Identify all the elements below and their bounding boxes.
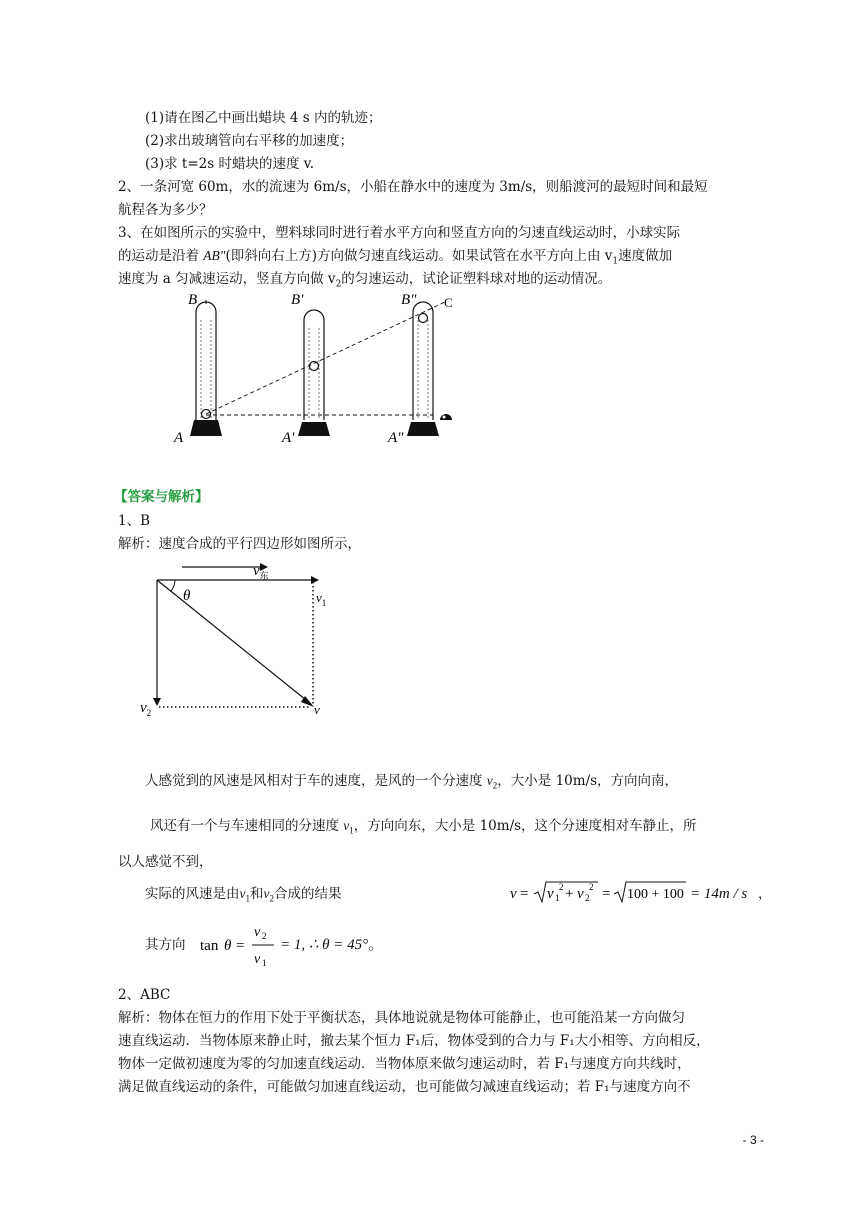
- q3-v2-sub: 2: [335, 279, 342, 290]
- diagonal-path: [206, 302, 445, 414]
- q3-v1-sub: 1: [612, 256, 619, 267]
- label-B1: B': [291, 292, 304, 308]
- label-B2: B": [401, 292, 417, 308]
- answer-1: 1、B: [118, 513, 151, 529]
- svg-text:2: 2: [559, 882, 564, 892]
- p2-v1: $v_1$: [343, 818, 354, 836]
- q3-math-ab: AB": [203, 248, 226, 263]
- svg-text:2: 2: [585, 893, 590, 903]
- ball-2: [310, 362, 319, 371]
- tube-3: [407, 302, 439, 436]
- tube-2: [298, 310, 330, 436]
- p4-formula: = 1, ∴ θ = 45°: [280, 937, 369, 953]
- tube-figure: [168, 290, 488, 450]
- p4-text-a: 其方向: [145, 937, 186, 953]
- q3-line-2-text-a: 的运动是沿着: [118, 248, 204, 264]
- svg-text:2: 2: [262, 931, 267, 941]
- p3-text-a: 实际的风速是由: [145, 886, 240, 902]
- answers-heading: 【答案与解析】: [114, 489, 209, 505]
- svg-text:+: +: [565, 886, 574, 902]
- p1-text-a: 人感觉到的风速是风相对于车的速度，是风的一个分速度: [145, 773, 487, 789]
- observer-icon: [440, 414, 452, 420]
- velocity-diagram: [135, 558, 355, 723]
- answer-1-intro: 解析：速度合成的平行四边形如图所示，: [118, 536, 361, 552]
- answer-2-line-3: 物体一定做初速度为零的匀加速直线运动．当物体原来做匀速运动时，若 F₁与速度方向共线时，: [118, 1056, 691, 1072]
- svg-text:1: 1: [262, 958, 267, 968]
- q3-line-2-text-c: 速度做加: [618, 248, 673, 264]
- velocity-formula: [510, 878, 710, 908]
- p1-v2: $v_2$: [486, 773, 498, 791]
- label-A: A: [174, 430, 184, 446]
- svg-text:v: v: [577, 886, 584, 902]
- answer-2: 2、ABC: [118, 987, 171, 1003]
- svg-text:v: v: [547, 886, 554, 902]
- tan-fraction: [250, 920, 280, 970]
- v-label: v: [314, 702, 320, 717]
- theta-label: θ: [183, 588, 191, 604]
- label-C: C: [444, 295, 453, 310]
- page-number: - 3 -: [742, 1133, 764, 1147]
- svg-text:=: =: [520, 886, 529, 902]
- q1-part-1: (1)请在图乙中画出蜡块 4 s 内的轨迹；: [145, 110, 382, 126]
- answer-1-para-2: [150, 816, 697, 841]
- svg-text:v: v: [254, 952, 261, 967]
- p4-end: 。: [368, 937, 384, 953]
- p4-formula-result: [280, 935, 383, 955]
- q3-line-3-text-a: 速度为 a 匀减速运动，竖直方向做 v: [118, 271, 336, 287]
- p3-v1: $v_1$: [239, 886, 250, 904]
- svg-text:tan: tan: [200, 938, 219, 954]
- svg-text:v: v: [254, 925, 261, 940]
- q1-part-2: (2)求出玻璃管向右平移的加速度；: [145, 133, 354, 149]
- tube-1: [190, 300, 222, 436]
- v2-label: $v_2$: [140, 700, 152, 718]
- ball-3: [419, 314, 428, 323]
- q3-line-3-text-b: 的匀速运动，试论证塑料球对地的运动情况。: [341, 271, 612, 287]
- q2-line-1: 2、一条河宽 60m，水的流速为 6m/s，小船在静水中的速度为 3m/s，则船渡河的最短时间和最短: [118, 179, 708, 195]
- q2-line-2: 航程各为多少？: [118, 202, 213, 218]
- answer-2-line-1: 解析：物体在恒力的作用下处于平衡状态，具体地说就是物体可能静止，也可能沿某一方向做匀: [118, 1010, 685, 1026]
- svg-text:1: 1: [555, 893, 560, 903]
- answer-1-para-3: [145, 884, 342, 909]
- p3-and: 和: [250, 886, 264, 902]
- v-east-label: $v_东$: [253, 563, 269, 581]
- label-B: B: [188, 292, 198, 308]
- svg-text:=: =: [236, 938, 245, 954]
- answer-1-para-1: [145, 771, 678, 796]
- p3-formula-result: = 14m / s: [690, 886, 748, 902]
- answer-1-para-4: [145, 935, 186, 955]
- p3-text-b: 合成的结果: [274, 886, 342, 902]
- label-A1: A': [282, 430, 295, 446]
- answer-2-line-2: 速直线运动．当物体原来静止时，撤去某个恒力 F₁后，物体受到的合力与 F₁大小相等、方向相反，: [118, 1033, 710, 1049]
- q3-line-2-text-b: (即斜向右上方)方向做匀速直线运动。如果试管在水平方向上由 v: [225, 248, 613, 264]
- q3-line-1: 3、在如图所示的实验中，塑料球同时进行着水平方向和竖直方向的匀速直线运动时，小球实际: [118, 225, 681, 241]
- q3-line-2: [118, 246, 672, 272]
- answer-1-para-2-cont: 以人感觉不到，: [118, 854, 213, 870]
- sqrt-radicand: 100 + 100: [627, 887, 684, 902]
- q1-part-3: (3)求 t=2s 时蜡块的速度 v.: [145, 156, 315, 172]
- label-A2: A": [388, 430, 404, 446]
- p3-comma: ，: [758, 886, 772, 902]
- p2-text-b: ，方向向东，大小是 10m/s，这个分速度相对车静止，所: [353, 818, 697, 834]
- svg-text:θ: θ: [224, 938, 232, 954]
- svg-text:v: v: [510, 886, 517, 902]
- svg-text:=: =: [602, 886, 611, 902]
- v1-label: $v_1$: [316, 590, 327, 608]
- p2-text-a: 风还有一个与车速相同的分速度: [150, 818, 344, 834]
- answer-2-line-4: 满足做直线运动的条件，可能做匀加速直线运动，也可能做匀减速直线运动；若 F₁与速度方向不: [118, 1079, 691, 1095]
- p3-v2: $v_2$: [263, 886, 274, 904]
- p1-text-b: ，大小是 10m/s，方向向南，: [497, 773, 679, 789]
- svg-text:2: 2: [589, 882, 594, 892]
